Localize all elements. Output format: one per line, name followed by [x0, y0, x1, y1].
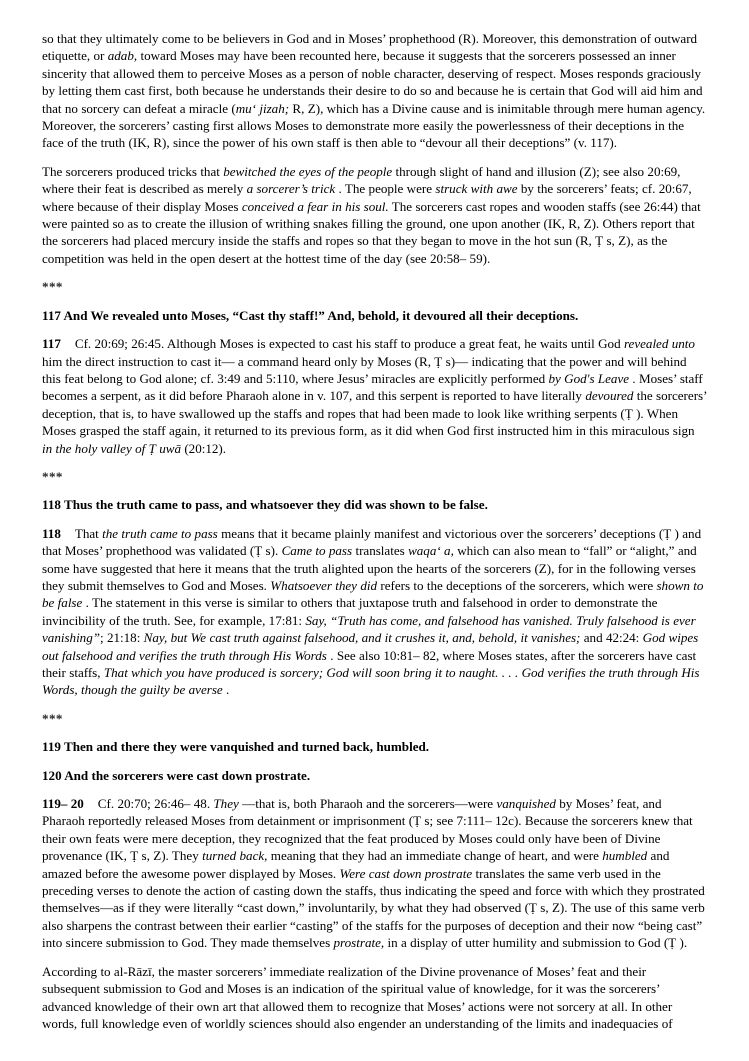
verse-119: 119 Then and there they were vanquished and turned back, humbled. — [42, 739, 430, 755]
document-body — [42, 30, 707, 1032]
section-separator: *** — [42, 279, 63, 295]
paragraph-continuation-116: so that they ultimately come to be believers in God and in Moses’ prophethood (R). Moreover, this demonstration of outward etiquette, or adab, toward Moses may have been recounted here, because it suggests that the sorcerers possessed an inner sincerity that allowed them to perceive Moses as a person of noble character, deserving of respect. Moses responds graciously by letting them cast first, both because he understands their desire to do so and because he is certain that God will aid him and that no sorcery can defeat a miracle (mu‘ jizah; R, Z), which has a Divine cause and is inimitable through mere human agency. Moreover, the sorcerers’ casting first allows Moses to demonstrate more easily the powerlessness of their deceptions in the face of the truth (IK, R), since the power of his own staff is then able to “devour all their deceptions” (v. 117). — [42, 31, 706, 151]
paragraph-al-razi: According to al-Rāzī, the master sorcerers’ immediate realization of the Divine provenance of Moses’ feat and their subsequent submission to God and Moses is an indication of the spiritual value of knowledge, for it was the sorcerers’ advanced knowledge of their own art that allowed them to recognize that Moses’ actions were not sorcery at all. In other words, full knowledge even of worldly sciences should also engender an understanding of the limits and inadequacies of — [42, 963, 673, 1031]
verse-117: 117 And We revealed unto Moses, “Cast thy staff!” And, behold, it devoured all their deceptions. — [42, 307, 579, 323]
commentary-118: 118 That the truth came to pass means that it became plainly manifest and victorious over the sorcerers’ deceptions (Ṭ ) and that Moses’ prophethood was validated (Ṭ s). Came to pass translates waqa‘ a, which can also mean to “fall” or “alight,” and some have suggested that here it means that the truth alighted upon the hearts of the sorcerers (Z), for in the following verses they submit themselves to God and Moses. Whatsoever they did refers to the deceptions of the sorcerers, which were shown to be false . The statement in this verse is similar to others that juxtapose truth and falsehood in order to demonstrate the invincibility of the truth. See, for example, 17:81: Say, “Truth has come, and falsehood has vanished. Truly falsehood is ever vanishing”; 21:18: Nay, but We cast truth against falsehood, and it crushes it, and, behold, it vanishes; and 42:24: God wipes out falsehood and verifies the truth through His Words . See also 10:81– 82, where Moses states, after the sorcerers have cast their staffs, That which you have produced is sorcery; God will soon bring it to naught. . . . God verifies the truth through His Words, though the guilty be averse . — [42, 525, 704, 698]
verse-120: 120 And the sorcerers were cast down prostrate. — [42, 767, 311, 783]
paragraph-sorcerers-tricks: The sorcerers produced tricks that bewitched the eyes of the people through slight of hand and illusion (Z); see also 20:69, where their feat is described as merely a sorcerer’s trick . The people were struck with awe by the sorcerers’ feats; cf. 20:67, where because of their display Moses conceived a fear in his soul. The sorcerers cast ropes and wooden staffs (see 26:44) that were painted so as to create the illusion of writhing snakes filling the ground, one upon another (IK, R, Z). Others report that the sorcerers had placed mercury inside the staffs and ropes so that they began to move in the hot sun (R, Ṭ s, Z), as the competition was held in the open desert at the hottest time of the day (see 20:58– 59). — [42, 163, 701, 266]
commentary-117: 117 Cf. 20:69; 26:45. Although Moses is expected to cast his staff to produce a great feat, he waits until God revealed unto him the direct instruction to cast it— a command heard only by Moses (R, Ṭ s)— indicating that the power and will behind this feat belong to God alone; cf. 3:49 and 5:110, where Jesus’ miracles are explicitly performed by God's Leave . Moses’ staff becomes a serpent, as it did before Pharaoh alone in v. 107, and this serpent is reported to have literally devoured the sorcerers’ deception, that is, to have swallowed up the staffs and ropes that had been made to look like writhing serpents (Ṭ ). When Moses grasped the staff again, it returned to its previous form, as it did when God first instructed him in this miraculous sign in the holy valley of Ṭ uwā (20:12). — [42, 336, 707, 456]
section-separator: *** — [42, 468, 63, 484]
verse-118: 118 Thus the truth came to pass, and whatsoever they did was shown to be false. — [42, 497, 488, 513]
commentary-119-120: 119– 20 Cf. 20:70; 26:46– 48. They —that is, both Pharaoh and the sorcerers—were vanquished by Moses’ feat, and Pharaoh reportedly released Moses from detainment or imprisonment (Ṭ s; see 7:111– 12c). Because the sorcerers knew that their own feats were mere deception, they recognized that the feat produced by Moses could only have been of Divine provenance (IK, Ṭ s, Z). They turned back, meaning that they had an immediate change of heart, and were humbled and amazed before the awesome power displayed by Moses. Were cast down prostrate translates the same verb used in the preceding verses to denote the action of casting down the staffs, thus indicating the speed and force with which they prostrated themselves—as if they were literally “cast down,” involuntarily, by what they had observed (Ṭ s, Z). The use of this same verb also sharpens the contrast between their earlier “casting” of the staffs for the purposes of deception and their now “being cast” into sincere submission to God. They made themselves prostrate, in a display of utter humility and submission to God (Ṭ ). — [42, 796, 705, 951]
section-separator: *** — [42, 710, 63, 726]
